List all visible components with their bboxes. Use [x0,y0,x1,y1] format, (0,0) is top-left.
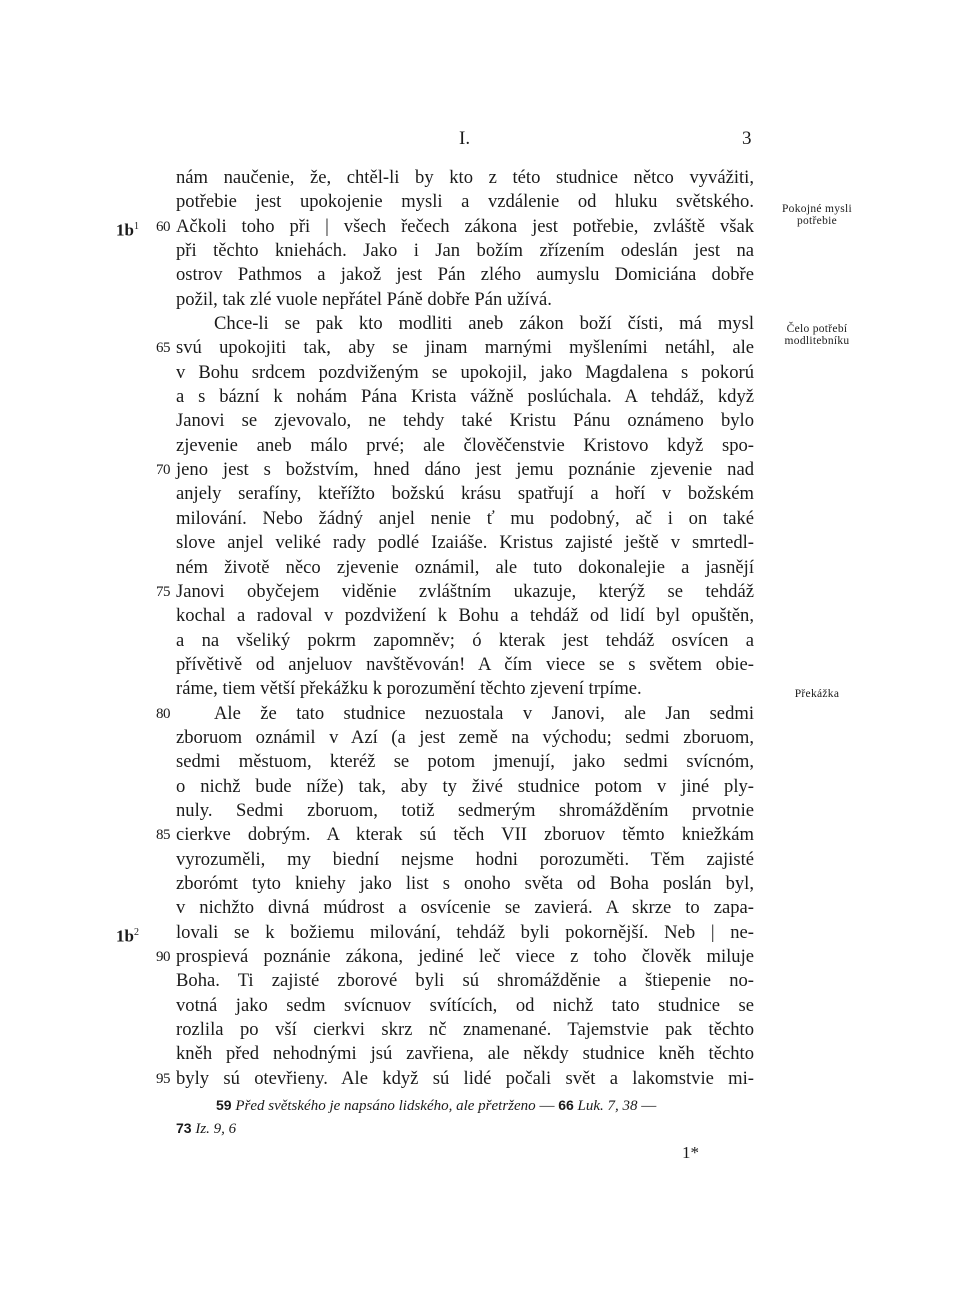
line-text: přívětivě od anjeluov navštěvován! A čím viece se s světem obie- [176,653,754,675]
line-number: 95 [156,1070,170,1087]
text-line [176,361,754,385]
line-text: potřebie jest upokojenie mysli a vzdálenie od hluku světského. [176,191,754,213]
line-text: milování. Nebo žádný anjel nenie ť mu podobný, ač i on také [176,507,754,529]
line-text: v Bohu srdcem pozdviženým se upokojil, jako Magdalena s pokorú [176,361,754,383]
line-text: zjevenie aneb málo prvé; ale člověčenstvie Kristovo když spo- [176,434,754,456]
text-line [176,1018,754,1042]
line-text: a na všeliký pokrm zapomněv; ó kterak jest tehdáž osvícen a [176,629,754,651]
line-number: 60 [156,218,170,235]
text-line [176,604,754,628]
running-head-section: I. [459,128,471,149]
text-line [176,799,754,823]
text-line [176,775,754,799]
text-line [176,312,754,336]
line-text: požil, tak zlé vuole nepřátel Páně dobře Pán užívá. [176,288,552,310]
text-line [176,409,754,433]
text-line [176,848,754,872]
line-text: kněh před nehodnými jsú zavřiena, ale někdy studnice kněh těchto [176,1043,754,1065]
text-line [176,969,754,993]
line-text: zboruom oznámil v Azí (a jest země na východu; sedmi zboruom, [176,726,754,748]
line-number: 70 [156,462,170,479]
line-number: 75 [156,583,170,600]
line-text: Janovi se zjevovalo, ne tehdy také Kristu Pánu oznámeno bylo [176,410,754,432]
line-number: 90 [156,949,170,965]
line-number: 65 [156,340,170,357]
text-line [176,434,754,458]
text-line [176,190,754,214]
text-line [176,531,754,555]
text-line [176,1042,754,1066]
line-text: slove anjel veliké rady podlé Izaiáše. Kristus zajisté ještě v smrtedl- [176,532,754,554]
line-text: nuly. Sedmi zboruom, totiž sedmerým shromážděním prvotnie [176,799,754,821]
folio-label: 1b [116,926,134,946]
line-text: ráme, tiem větší překážku k porozumění těchto zjevení trpíme. [176,678,642,700]
text-line [156,702,754,726]
text-line [176,653,754,677]
line-text: anjely serafíny, kteřížto božskú krásu spatřují a hoří v božském [176,483,754,505]
text-line [176,750,754,774]
footnote-dash: — [535,1098,559,1114]
text-line [176,507,754,531]
line-text: votná jako sedm svícnuov svítících, od nichž tato studnice se [176,994,754,1016]
text-line [176,629,754,653]
text-line [176,677,754,701]
footnote-line [176,1117,766,1140]
footnotes [176,1094,766,1140]
folio-superscript: 2 [133,926,139,938]
line-text: Boha. Ti zajisté zborové byli sú shromážděnie a štiepenie no- [176,970,754,992]
text-line [156,945,754,969]
margin-note: Pokojné mysli potřebie [781,203,853,227]
footnote-line [176,1094,766,1117]
folio-marker [116,215,139,243]
text-line [176,556,754,580]
line-text: Ačkoli toho při | všech řečech zákona jest potřebie, zvláště však [176,215,754,237]
text-line [176,726,754,750]
text-line [176,482,754,506]
footnote-text: Iz. 9, 6 [195,1121,237,1137]
line-number: 80 [156,705,170,722]
line-text: svú upokojiti tak, aby se jinam marnými myšleními netáhl, ale [176,337,754,359]
line-text: ném životě něco zjevenie oznámil, ale tuto dokonalejie a jasnějí [176,556,754,578]
line-text: ostrov Pathmos a jakož jest Pán zlého aumyslu Domiciána dobře [176,264,754,286]
line-text: o nichž bude níže) tak, aby ty živé studnice potom v jiné ply- [176,775,754,797]
line-text: nám naučenie, že, chtěl-li by kto z této studnice nětco vyvážiti, [176,167,754,188]
line-text: Ale že tato studnice nezuostala v Janovi, ale Jan sedmi [214,702,754,724]
footnote-line-number: 59 [216,1097,232,1113]
text-line [156,336,754,360]
margin-note: Čelo potřebí modlitebníku [784,323,850,347]
text-line [156,580,754,604]
text-line [176,288,754,312]
line-text: lovali se k božiemu milování, tehdáž byli pokornější. Neb | ne- [176,921,754,943]
line-text: v nichžto divná múdrost a osvícenie se zavierá. A skrze to zapa- [176,897,754,919]
line-text: byly sú otevřieny. Ale když sú lidé počali svět a lakomstvie mi- [176,1067,754,1089]
text-line [176,385,754,409]
line-text: Janovi obyčejem viděnie zvláštním ukazuje, kterýž se tehdáž [176,580,754,602]
footnote-dash: — [637,1098,657,1114]
page-number: 3 [742,128,752,149]
folio-superscript: 1 [133,220,139,232]
text-line [176,166,754,190]
line-text: při těchto kniehách. Jako i Jan božím zřízením odeslán jest na [176,240,754,262]
text-line [116,215,754,240]
text-line [176,872,754,896]
text-line [176,994,754,1018]
footnote-line-number: 73 [176,1120,192,1136]
text-line [176,263,754,287]
line-text: Chce-li se pak kto modliti aneb zákon boží čísti, má mysl [214,313,754,335]
line-text: prospievá poznánie zákona, jediné leč viece z toho člověk miluje [176,946,754,967]
main-text [116,166,754,1091]
footnote-text: Před světského je napsáno lidského, ale přetrženo [235,1098,536,1114]
line-number: 85 [156,827,170,844]
folio-label: 1b [116,220,134,240]
text-line [176,239,754,263]
text-line [176,896,754,920]
folio-marker [116,921,139,949]
line-text: a s bázní k nohám Pána Krista vážně poslúchala. A tehdáž, když [176,386,754,408]
footnote-line-number: 66 [558,1097,574,1113]
line-text: rozlila po vší cierkvi skrz nč znamenané. Tajemstvie pak těchto [176,1019,754,1041]
line-text: cierkve dobrým. A kterak sú těch VII zboruov těmto kniežkám [176,824,754,846]
text-line [156,1067,754,1091]
line-text: kochal a radoval v pozdvižení k Bohu a tehdáž od lidí byl opuštěn, [176,605,754,627]
footnote-text: Luk. 7, 38 [577,1098,638,1114]
line-text: jeno jest s božstvím, hned dáno jest jemu poznánie zjevenie nad [176,459,754,481]
text-line [156,823,754,847]
text-line [116,921,754,946]
line-text: vyrozuměli, my biední nejsme hodni porozuměti. Těm zajisté [176,848,754,870]
text-line [156,458,754,482]
line-text: sedmi městuom, kteréž se potom jmenují, jako sedmi svícnóm, [176,751,754,773]
margin-note: Překážka [794,688,840,700]
line-text: zborómt tyto kniehy jako list s onoho světa od Boha poslán byl, [176,872,754,894]
signature-mark: 1* [682,1143,699,1162]
